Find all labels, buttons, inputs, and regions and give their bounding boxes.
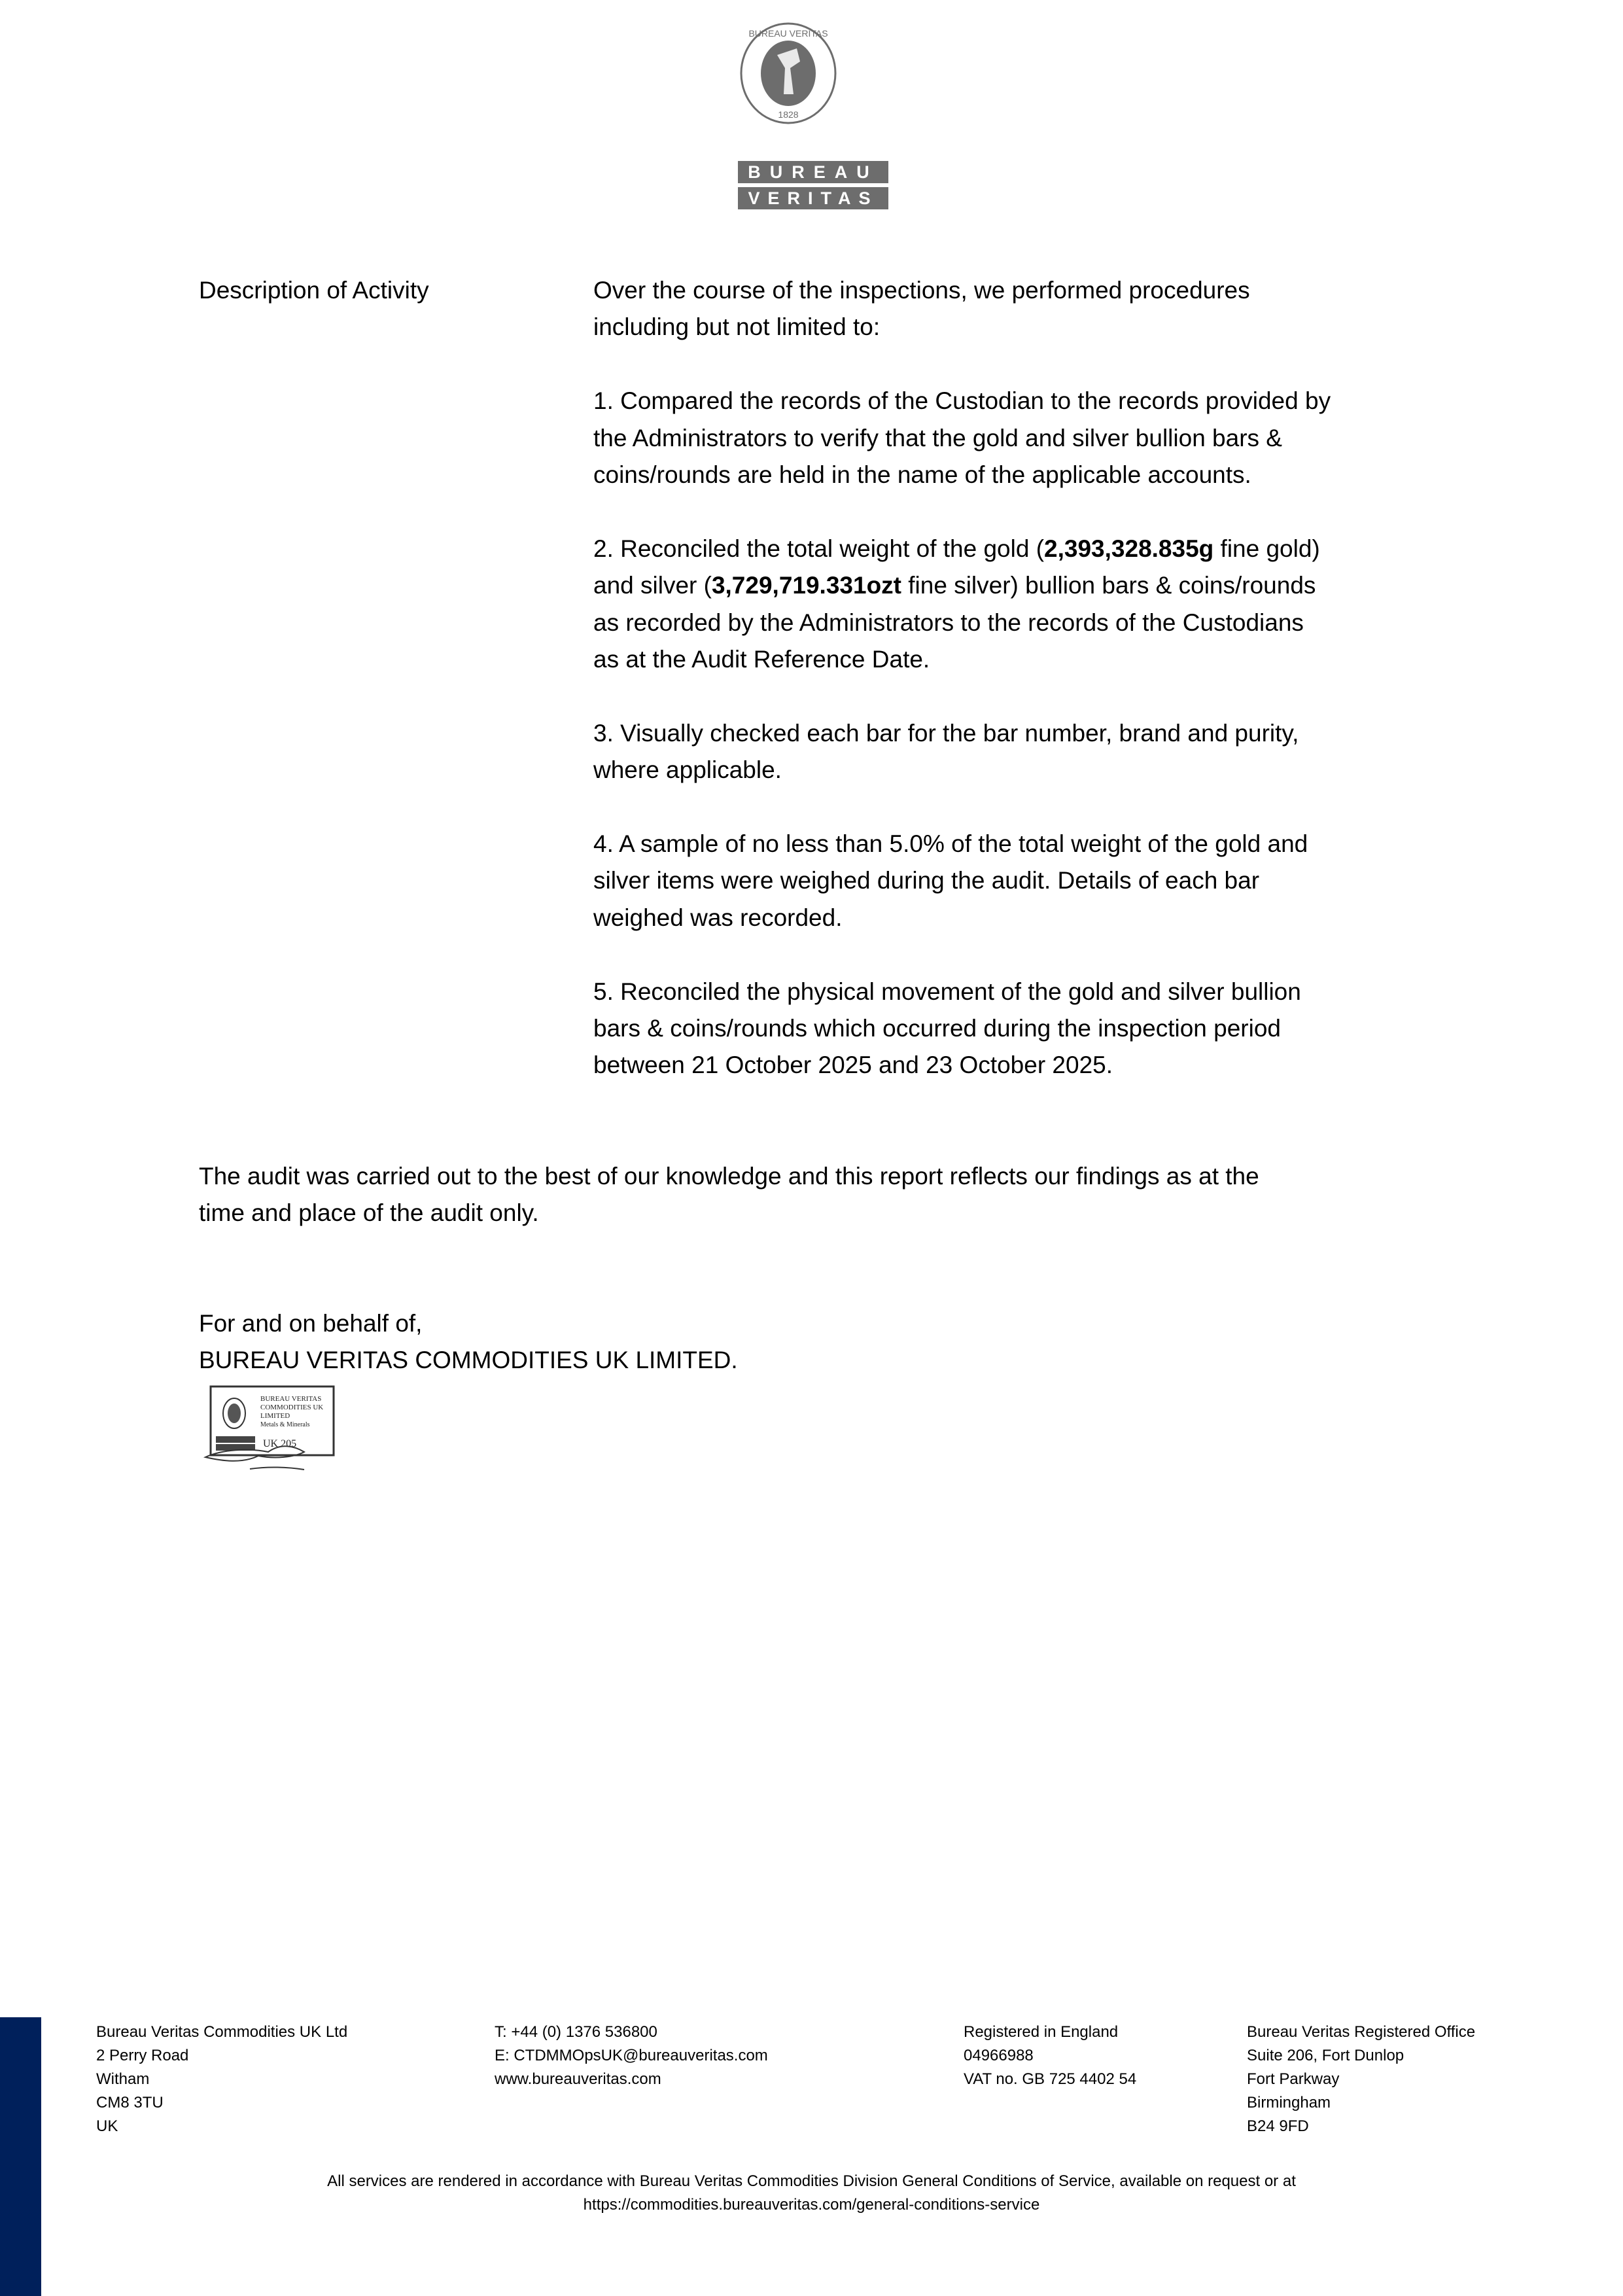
text: and silver ( [593,572,712,599]
procedure-item-4 [593,826,1331,936]
text-line: as recorded by the Administrators to the records of the Custodians [593,609,1304,636]
footer-registration [964,2021,1136,2091]
footer-accent-bar [0,2017,41,2296]
gold-weight: 2,393,328.835g [1044,535,1214,562]
footer-terms [0,2170,1623,2217]
text-line: time and place of the audit only. [199,1199,539,1227]
company-stamp-signature [196,1384,340,1479]
text-line: 04966988 [964,2047,1034,2064]
text-line: Witham [96,2070,150,2088]
text-line: Registered in England [964,2023,1119,2041]
svg-text:LIMITED: LIMITED [260,1412,290,1420]
silver-weight: 3,729,719.331ozt [711,572,901,599]
text-line: Suite 206, Fort Dunlop [1247,2047,1405,2064]
text-line [593,531,1331,567]
text-line: between 21 October 2025 and 23 October 2025. [593,1051,1113,1079]
text-line: coins/rounds are held in the name of the applicable accounts. [593,461,1251,489]
procedure-item-2 [593,531,1331,679]
text-line: For and on behalf of, [199,1310,423,1337]
text-line: B24 9FD [1247,2117,1309,2135]
text-line: 2 Perry Road [96,2047,189,2064]
svg-text:Metals & Minerals: Metals & Minerals [260,1421,310,1428]
footer-contact [495,2021,768,2091]
procedure-item-1 [593,383,1331,493]
text-line: where applicable. [593,756,782,784]
text-line: including but not limited to: [593,313,881,341]
text-line: CM8 3TU [96,2094,164,2111]
phone: T: +44 (0) 1376 536800 [495,2023,657,2041]
procedure-item-5 [593,974,1331,1084]
email-link[interactable]: E: CTDMMOpsUK@bureauveritas.com [495,2047,768,2064]
bureau-veritas-logo [738,22,888,211]
svg-text:BUREAU VERITAS: BUREAU VERITAS [260,1395,322,1403]
website-link[interactable]: www.bureauveritas.com [495,2070,661,2088]
text-line: weighed was recorded. [593,904,843,931]
text-line: VAT no. GB 725 4402 54 [964,2070,1137,2088]
text-line: silver items were weighed during the audit. Details of each bar [593,867,1260,894]
svg-text:VERITAS: VERITAS [748,188,879,208]
text-line: Birmingham [1247,2094,1331,2111]
svg-text:1828: 1828 [778,109,799,120]
activity-label: Description of Activity [199,277,429,304]
text-line: 1. Compared the records of the Custodian to the records provided by [593,387,1331,415]
procedure-item-3 [593,715,1331,789]
text-line: The audit was carried out to the best of our knowledge and this report reflects our findings as at the [199,1163,1259,1190]
svg-text:UK 205: UK 205 [263,1438,297,1449]
text-line: Fort Parkway [1247,2070,1340,2088]
footer-company-address [96,2021,347,2138]
text-line: 3. Visually checked each bar for the bar number, brand and purity, [593,719,1299,747]
text-line: the Administrators to verify that the gold and silver bullion bars & [593,424,1282,451]
text-line: Bureau Veritas Commodities UK Ltd [96,2023,348,2041]
text-line: 5. Reconciled the physical movement of the gold and silver bullion [593,978,1301,1005]
svg-text:BUREAU: BUREAU [748,162,879,182]
text-line: 4. A sample of no less than 5.0% of the total weight of the gold and [593,830,1308,858]
text: fine silver) bullion bars & coins/rounds [901,572,1316,599]
signatory-block [199,1305,738,1379]
activity-description [593,272,1331,1121]
svg-text:BUREAU VERITAS: BUREAU VERITAS [748,28,828,39]
text-line: Over the course of the inspections, we performed procedures [593,277,1250,304]
footer-registered-office [1247,2021,1475,2138]
text-line: bars & coins/rounds which occurred during the inspection period [593,1015,1281,1042]
company-name: BUREAU VERITAS COMMODITIES UK LIMITED. [199,1347,738,1374]
text-line: as at the Audit Reference Date. [593,646,930,673]
text-line [593,567,1331,604]
intro-paragraph [593,272,1331,346]
text: 2. Reconciled the total weight of the gold ( [593,535,1045,562]
text-line: Bureau Veritas Registered Office [1247,2023,1476,2041]
text-line: All services are rendered in accordance with Bureau Veritas Commodities Division General Conditions of Service, available on request or at [327,2172,1296,2190]
terms-link[interactable]: https://commodities.bureauveritas.com/general-conditions-service [583,2196,1040,2214]
svg-text:COMMODITIES UK: COMMODITIES UK [260,1404,324,1411]
text-line: UK [96,2117,118,2135]
text: fine gold) [1213,535,1320,562]
closing-statement [199,1158,1259,1232]
